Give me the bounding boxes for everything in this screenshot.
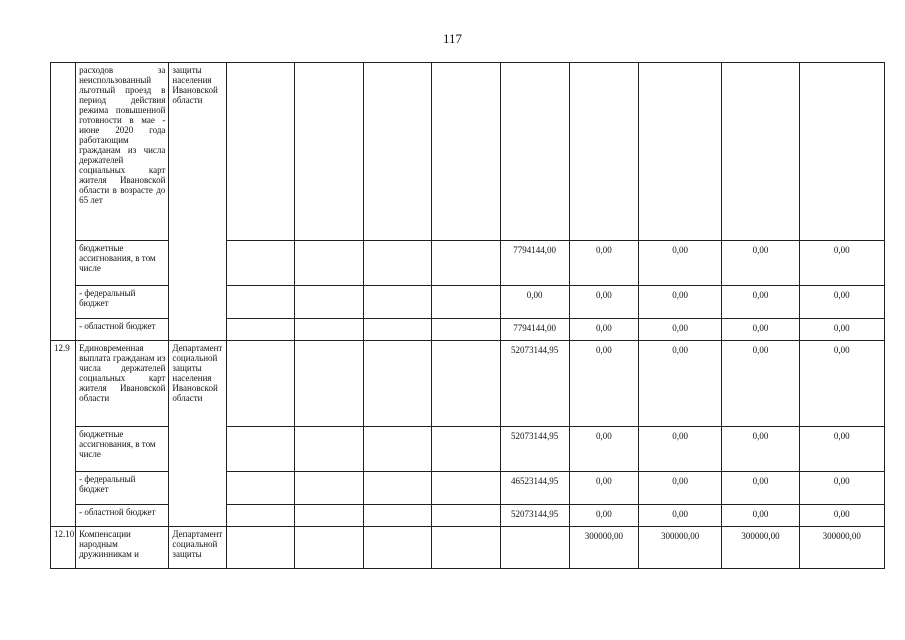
value-cell: 0,00: [500, 286, 569, 319]
table-row: [51, 527, 885, 569]
value-cell: 0,00: [799, 241, 884, 286]
budget-table: [50, 62, 885, 569]
value-cell: 300000,00: [639, 527, 722, 569]
value-cell: 0,00: [799, 341, 884, 427]
row-number-cell: [51, 63, 76, 341]
value-cell: 0,00: [569, 241, 638, 286]
value-cell: 300000,00: [799, 527, 884, 569]
value-cell: 0,00: [569, 427, 638, 472]
value-cell: [500, 527, 569, 569]
value-cell: 0,00: [639, 505, 722, 527]
funding-label: - федеральный бюджет: [76, 472, 169, 505]
value-cell: 0,00: [722, 505, 799, 527]
row-number-cell: 12.9: [51, 341, 76, 527]
executor-cell: Департамент социальной защиты: [169, 527, 226, 569]
value-cell: 0,00: [639, 241, 722, 286]
value-cell: 0,00: [569, 319, 638, 341]
value-cell: 0,00: [722, 427, 799, 472]
value-cell: 0,00: [799, 319, 884, 341]
funding-label: бюджетные ассигнования, в том числе: [76, 241, 169, 286]
value-cell: 300000,00: [722, 527, 799, 569]
value-cell: 0,00: [639, 319, 722, 341]
value-cell: 52073144,95: [500, 341, 569, 427]
executor-cell: защиты населения Ивановской области: [169, 63, 226, 341]
value-cell: 0,00: [639, 472, 722, 505]
value-cell: 0,00: [569, 505, 638, 527]
row-number-cell: 12.10: [51, 527, 76, 569]
measure-description: Единовременная выплата гражданам из числа держателей социальных карт жителя Ивановской области: [76, 341, 169, 427]
value-cell: 46523144,95: [500, 472, 569, 505]
funding-label: - федеральный бюджет: [76, 286, 169, 319]
value-cell: 0,00: [799, 427, 884, 472]
funding-label: - областной бюджет: [76, 319, 169, 341]
table-row: [51, 341, 885, 427]
value-cell: 300000,00: [569, 527, 638, 569]
value-cell: 0,00: [722, 286, 799, 319]
value-cell: 0,00: [569, 341, 638, 427]
page-number: 117: [442, 31, 463, 46]
measure-description: расходов за неиспользованный льготный проезд в период действия режима повышенной готовности в мае - июне 2020 года работающим гражданам из числа держателей социальных карт жителя Ивановской области в возрасте до 65 лет: [76, 63, 169, 241]
value-cell: 0,00: [569, 472, 638, 505]
table-row: [51, 63, 885, 241]
value-cell: 52073144,95: [500, 427, 569, 472]
value-cell: 7794144,00: [500, 319, 569, 341]
value-cell: 0,00: [722, 341, 799, 427]
executor-cell: Департамент социальной защиты населения Ивановской области: [169, 341, 226, 527]
value-cell: 0,00: [722, 319, 799, 341]
value-cell: 0,00: [569, 286, 638, 319]
funding-label: бюджетные ассигнования, в том числе: [76, 427, 169, 472]
value-cell: 0,00: [722, 472, 799, 505]
funding-label: - областной бюджет: [76, 505, 169, 527]
value-cell: 52073144,95: [500, 505, 569, 527]
value-cell: 0,00: [722, 241, 799, 286]
value-cell: 0,00: [639, 286, 722, 319]
value-cell: 0,00: [639, 341, 722, 427]
value-cell: 0,00: [799, 472, 884, 505]
value-cell: 0,00: [799, 505, 884, 527]
measure-description: Компенсации народным дружинникам и: [76, 527, 169, 569]
value-cell: 0,00: [799, 286, 884, 319]
value-cell: 0,00: [639, 427, 722, 472]
value-cell: 7794144,00: [500, 241, 569, 286]
